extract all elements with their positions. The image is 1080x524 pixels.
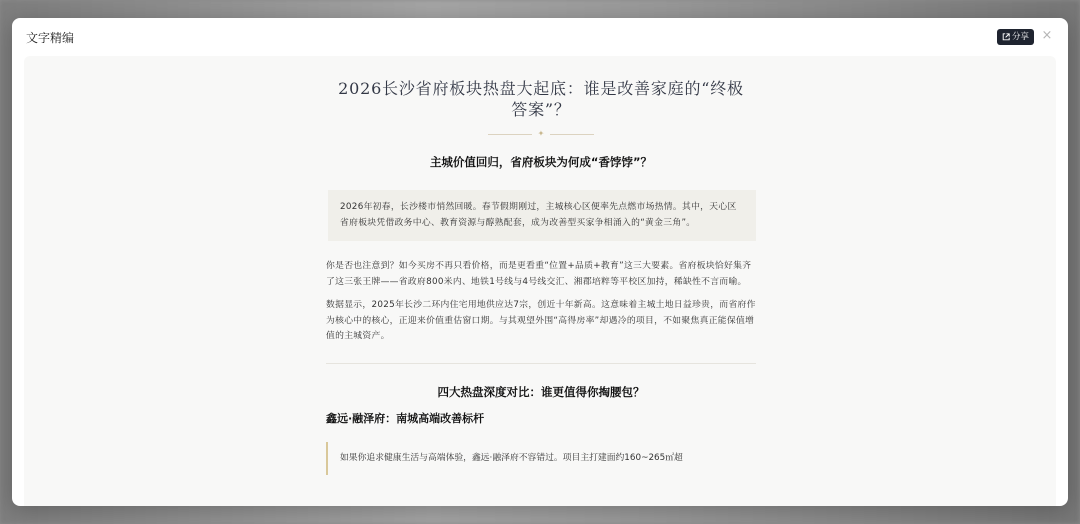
sub-heading: 鑫远·融泽府：南城高端改善标杆	[326, 411, 485, 425]
diamond-ornament-icon: ✦	[537, 129, 545, 138]
modal-header	[12, 18, 1068, 56]
divider-line-left	[488, 134, 532, 135]
section-heading: 四大热盘深度对比：谁更值得你掏腰包？	[437, 384, 645, 399]
close-icon[interactable]: ×	[1041, 28, 1053, 43]
share-button[interactable]	[997, 29, 1034, 45]
scroll-fade	[24, 494, 1056, 506]
quote-paragraph: 如果你追求健康生活与高端体验，鑫远·融泽府不容错过。项目主打建面约160~265㎡超	[326, 442, 756, 475]
section-separator	[326, 363, 756, 364]
divider-line-right	[550, 134, 594, 135]
text-edit-modal	[12, 18, 1068, 506]
article-title: 2026长沙省府板块热盘大起底：谁是改善家庭的“终极答案”？	[338, 79, 744, 119]
body-paragraph: 你是否也注意到？如今买房不再只看价格，而是更看重“位置+品质+教育”这三大要素。省府板块恰好集齐了这三张王牌——省政府800米内、地铁1号线与4号线交汇、湘郡培粹等平校区加持，稀缺性不言而喻。	[326, 261, 752, 287]
lead-paragraph: 2026年初春，长沙楼市悄然回暖。春节假期刚过，主城核心区便率先点燃市场热情。其中，天心区省府板块凭借政务中心、教育资源与醇熟配套，成为改善型买家争相涌入的“黄金三角”。	[328, 190, 756, 241]
share-button-label: 分享	[1011, 32, 1029, 42]
section-heading: 主城价值回归，省府板块为何成“香饽饽”？	[429, 155, 653, 169]
article-scroll-area[interactable]	[24, 56, 1056, 506]
body-paragraph: 数据显示，2025年长沙二环内住宅用地供应达7宗，创近十年新高。这意味着主城土地日益珍贵，而省府作为核心中的核心，正迎来价值重估窗口期。与其观望外围“高得房率”却遇冷的项目，不如聚焦真正能保值增值的主城资产。	[326, 300, 756, 341]
modal-title: 文字精编	[26, 31, 75, 45]
title-divider	[326, 130, 756, 138]
article	[326, 56, 756, 475]
external-share-icon	[1002, 33, 1010, 41]
